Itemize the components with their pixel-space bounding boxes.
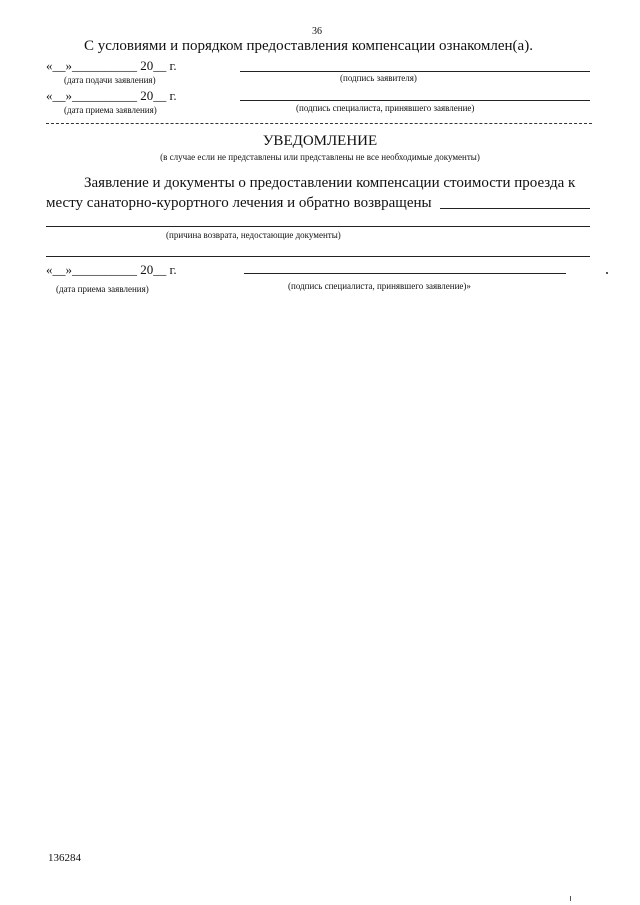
specialist-signature-line <box>240 100 590 101</box>
acceptance-date-field: «__»__________ 20__ г. <box>46 88 177 103</box>
document-code: 136284 <box>48 852 81 864</box>
scan-speck <box>606 272 608 274</box>
notice-body-line-1: Заявление и документы о предоставлении компенсации стоимости проезда к <box>84 175 576 191</box>
notice-date-field: «__»__________ 20__ г. <box>46 262 177 277</box>
return-reason-line-1 <box>440 208 590 209</box>
return-reason-caption: (причина возврата, недостающие документы) <box>166 230 341 240</box>
submission-date-caption: (дата подачи заявления) <box>64 75 156 85</box>
return-reason-line-3 <box>46 256 590 257</box>
notice-body-line-2: месту санаторно-курортного лечения и обратно возвращены <box>46 195 432 211</box>
submission-date-field: «__»__________ 20__ г. <box>46 58 177 73</box>
notice-title: УВЕДОМЛЕНИЕ <box>262 133 378 149</box>
applicant-signature-line <box>240 71 590 72</box>
applicant-signature-caption: (подпись заявителя) <box>340 73 417 83</box>
scan-speck <box>570 896 571 901</box>
notice-subtitle: (в случае если не представлены или представлены не все необходимые документы) <box>160 152 480 162</box>
intro-text: С условиями и порядком предоставления компенсации ознакомлен(а). <box>84 38 533 54</box>
page-number: 36 <box>312 26 322 37</box>
notice-date-caption: (дата приема заявления) <box>56 284 149 294</box>
cut-line <box>46 123 592 124</box>
specialist-signature-caption: (подпись специалиста, принявшего заявление) <box>296 103 475 113</box>
acceptance-date-caption: (дата приема заявления) <box>64 105 157 115</box>
notice-signature-caption: (подпись специалиста, принявшего заявление)» <box>288 281 471 291</box>
return-reason-line-2 <box>46 226 590 227</box>
notice-signature-line <box>244 273 566 274</box>
